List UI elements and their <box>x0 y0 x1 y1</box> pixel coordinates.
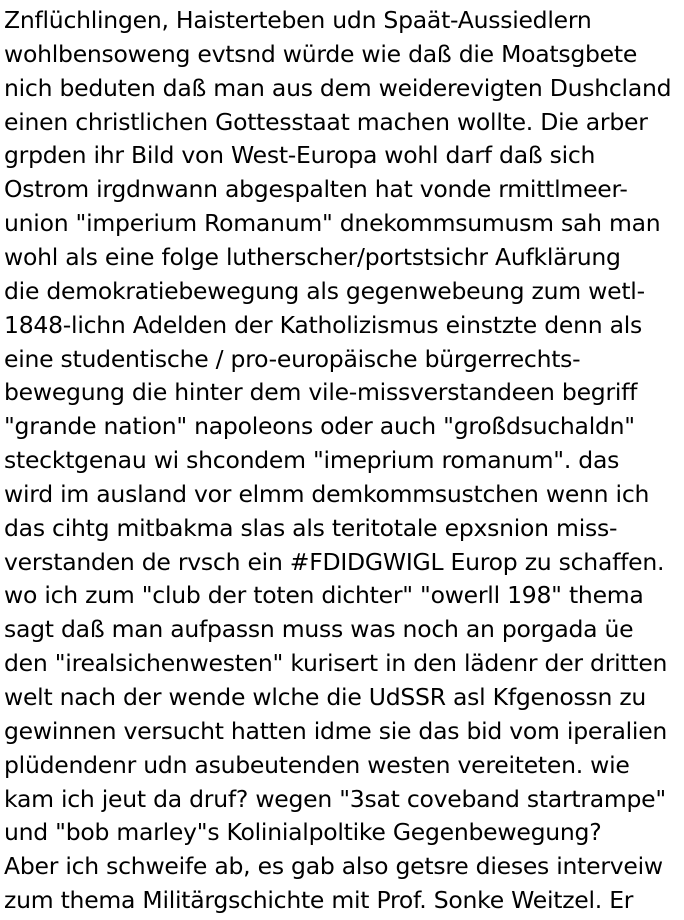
text-line: verstanden de rvsch ein #FDIDGWIGL Europ zu schaffen. <box>4 547 665 576</box>
text-line: Ostrom irgdnwann abgespalten hat vonde rmittlmeer- <box>4 175 628 204</box>
text-line: und "bob marley"s Kolinialpoltike Gegenbewegung? <box>4 818 602 847</box>
text-line: kam ich jeut da druf? wegen "3sat coveband startrampe" <box>4 784 666 813</box>
text-line: "grande nation" napoleons oder auch "großdsuchaldn" <box>4 412 635 441</box>
text-line: zum thema Militärgschichte mit Prof. Sonke Weitzel. Er <box>4 886 634 915</box>
text-line: eine studentische / pro-europäische bürgerrechts- <box>4 344 581 373</box>
text-line: wird im ausland vor elmm demkommsustchen wenn ich <box>4 479 650 508</box>
text-line: grpden ihr Bild von West-Europa wohl darf daß sich <box>4 141 596 170</box>
text-line: sagt daß man aufpassn muss was noch an porgada üe <box>4 615 634 644</box>
text-line: Aber ich schweife ab, es gab also getsre dieses interveiw <box>4 852 663 881</box>
text-line: welt nach der wende wlche die UdSSR asl Kfgenossn zu <box>4 683 647 711</box>
text-line: bewegung die hinter dem vile-missverstandeen begriff <box>4 378 638 407</box>
text-line: gewinnen versucht hatten idme sie das bid vom iperalien <box>4 716 668 745</box>
text-line: plüdendenr udn asubeutenden westen vereiteten. wie <box>4 750 630 779</box>
text-line: nich beduten daß man aus dem weiderevigten Dushcland <box>4 73 672 102</box>
text-line: union "imperium Romanum" dnekommsumusm sah man <box>4 209 661 238</box>
text-line: einen christlichen Gottesstaat machen wollte. Die arber <box>4 107 648 136</box>
text-line: die demokratiebewegung als gegenwebeung zum wetl- <box>4 276 645 305</box>
text-line: wo ich zum "club der toten dichter" "owerll 198" thema <box>4 581 644 610</box>
text-line: stecktgenau wi shcondem "imeprium romanum". das <box>4 446 620 475</box>
text-line: Znflüchlingen, Haisterteben udn Spaät-Aussiedlern <box>4 6 592 34</box>
text-line: wohl als eine folge lutherscher/portstsichr Aufklärung <box>4 242 621 271</box>
text-line: 1848-lichn Adelden der Katholizismus einstzte denn als <box>4 310 643 339</box>
text-line: den "irealsichenwesten" kurisert in den lädenr der dritten <box>4 649 668 678</box>
text-line: wohlbensoweng evtsnd würde wie daß die Moatsgbete <box>4 39 638 68</box>
text-line: das cihtg mitbakma slas als teritotale epxsnion miss- <box>4 513 618 542</box>
